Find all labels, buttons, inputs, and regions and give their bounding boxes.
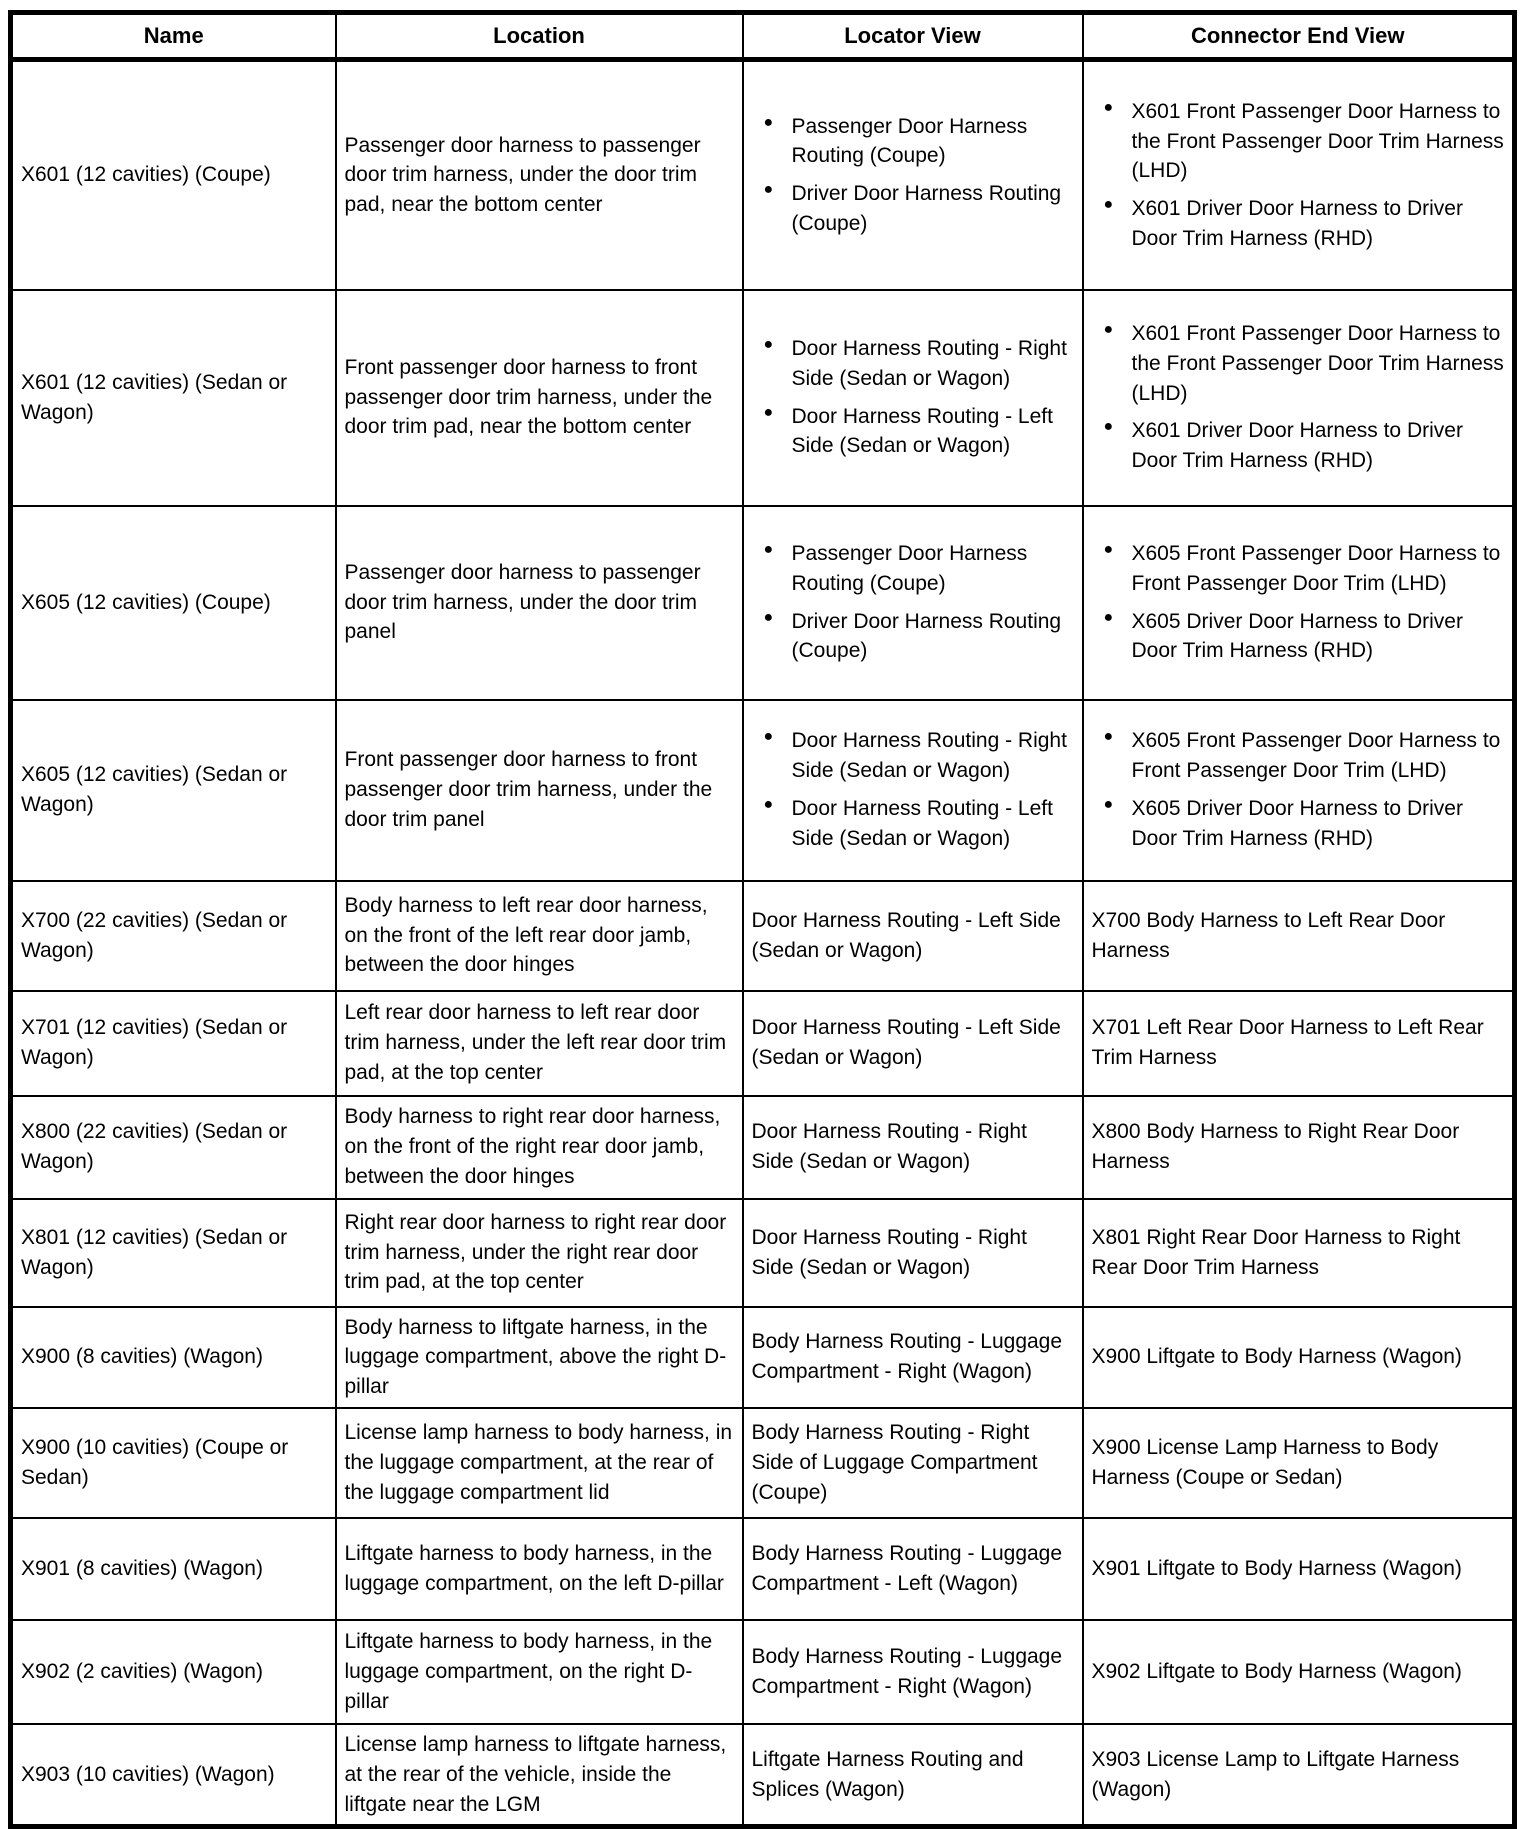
location-cell (336, 1096, 743, 1199)
locator-view-text: Door Harness Routing - Right Side (Sedan or Wagon) (751, 1120, 1027, 1173)
connector-end-view-cell (1083, 1408, 1515, 1518)
connector-end-view-item: ● X601 Driver Door Harness to Driver Door Trim Harness (RHD) (1092, 416, 1505, 476)
column-header-locator-view: Locator View (743, 13, 1083, 60)
table-row (11, 1724, 1515, 1827)
locator-view-cell (743, 60, 1083, 290)
table-row (11, 1307, 1515, 1408)
locator-view-text: Body Harness Routing - Luggage Compartment - Right (Wagon) (751, 1645, 1063, 1698)
connector-end-view-cell (1083, 506, 1515, 700)
name-cell (11, 1408, 336, 1518)
connector-name: X900 (10 cavities) (Coupe or Sedan) (21, 1436, 289, 1489)
connector-end-view-item: ● X605 Front Passenger Door Harness to Front Passenger Door Trim (LHD) (1092, 726, 1505, 786)
connector-location: Body harness to left rear door harness, on the front of the left rear door jamb, between the door hinges (344, 893, 708, 977)
connector-end-view-cell (1083, 881, 1515, 991)
connector-name: X900 (8 cavities) (Wagon) (21, 1345, 263, 1369)
connector-name: X601 (12 cavities) (Coupe) (21, 163, 271, 187)
connector-location: Right rear door harness to right rear door trim harness, under the right rear door trim pad, at the top center (344, 1210, 727, 1294)
locator-view-text: Body Harness Routing - Right Side of Luggage Compartment (Coupe) (751, 1421, 1038, 1504)
table-row (11, 700, 1515, 881)
connector-location: Body harness to right rear door harness, on the front of the right rear door jamb, between the door hinges (344, 1105, 721, 1188)
name-cell (11, 991, 336, 1096)
table-row (11, 1518, 1515, 1620)
locator-view-list (752, 112, 1074, 239)
connector-end-view-cell (1083, 700, 1515, 881)
table-row (11, 1096, 1515, 1199)
location-cell (336, 60, 743, 290)
connector-end-view-item: ● X601 Front Passenger Door Harness to the Front Passenger Door Trim Harness (LHD) (1092, 319, 1505, 408)
connector-end-view-cell (1083, 1199, 1515, 1307)
locator-view-cell (743, 1724, 1083, 1827)
locator-view-item: ● Passenger Door Harness Routing (Coupe) (752, 112, 1074, 172)
table-row (11, 881, 1515, 991)
connector-end-view-text: X903 License Lamp to Liftgate Harness (Wagon) (1091, 1747, 1460, 1801)
locator-view-cell (743, 506, 1083, 700)
connector-end-view-item: ● X605 Driver Door Harness to Driver Door Trim Harness (RHD) (1092, 607, 1505, 667)
name-cell (11, 1199, 336, 1307)
connector-name: X801 (12 cavities) (Sedan or Wagon) (21, 1225, 288, 1279)
connector-table (8, 10, 1517, 1829)
location-cell (336, 1307, 743, 1408)
name-cell (11, 881, 336, 991)
connector-name: X700 (22 cavities) (Sedan or Wagon) (21, 908, 288, 962)
locator-view-cell (743, 290, 1083, 506)
connector-end-view-text: X900 License Lamp Harness to Body Harness (Coupe or Sedan) (1091, 1436, 1439, 1489)
connector-end-view-text: X901 Liftgate to Body Harness (Wagon) (1091, 1557, 1462, 1581)
locator-view-list (752, 334, 1074, 461)
table-row (11, 1199, 1515, 1307)
location-cell (336, 290, 743, 506)
locator-view-cell (743, 1408, 1083, 1518)
connector-name: X605 (12 cavities) (Coupe) (21, 590, 271, 614)
locator-view-cell (743, 1199, 1083, 1307)
connector-name: X800 (22 cavities) (Sedan or Wagon) (21, 1120, 288, 1173)
connector-name: X605 (12 cavities) (Sedan or Wagon) (21, 763, 288, 816)
connector-location: Front passenger door harness to front passenger door trim harness, under the door trim panel (344, 748, 713, 831)
name-cell (11, 60, 336, 290)
connector-end-view-list (1092, 319, 1505, 476)
name-cell (11, 1518, 336, 1620)
connector-location: License lamp harness to liftgate harness, at the rear of the vehicle, inside the liftgate near the LGM (344, 1732, 727, 1816)
locator-view-cell (743, 991, 1083, 1096)
name-cell (11, 290, 336, 506)
name-cell (11, 1620, 336, 1724)
locator-view-text: Door Harness Routing - Right Side (Sedan or Wagon) (751, 1225, 1027, 1279)
connector-end-view-item: ● X605 Driver Door Harness to Driver Door Trim Harness (RHD) (1092, 794, 1505, 854)
table-row (11, 60, 1515, 290)
connector-location: Liftgate harness to body harness, in the luggage compartment, on the left D-pillar (344, 1542, 724, 1595)
location-cell (336, 1408, 743, 1518)
connector-end-view-list (1092, 539, 1505, 666)
connector-end-view-cell (1083, 991, 1515, 1096)
locator-view-text: Door Harness Routing - Left Side (Sedan or Wagon) (751, 1016, 1061, 1069)
locator-view-cell (743, 1096, 1083, 1199)
connector-end-view-cell (1083, 1724, 1515, 1827)
connector-name: X601 (12 cavities) (Sedan or Wagon) (21, 370, 288, 424)
name-cell (11, 506, 336, 700)
locator-view-text: Body Harness Routing - Luggage Compartment - Right (Wagon) (751, 1330, 1063, 1384)
connector-location: License lamp harness to body harness, in the luggage compartment, at the rear of the luggage compartment lid (344, 1421, 733, 1504)
connector-name: X701 (12 cavities) (Sedan or Wagon) (21, 1016, 288, 1069)
connector-end-view-cell (1083, 60, 1515, 290)
connector-end-view-cell (1083, 290, 1515, 506)
location-cell (336, 1724, 743, 1827)
table-row (11, 1620, 1515, 1724)
connector-name: X903 (10 cavities) (Wagon) (21, 1762, 275, 1786)
location-cell (336, 506, 743, 700)
connector-end-view-text: X900 Liftgate to Body Harness (Wagon) (1091, 1345, 1462, 1369)
locator-view-text: Body Harness Routing - Luggage Compartment - Left (Wagon) (751, 1542, 1063, 1595)
locator-view-cell (743, 1307, 1083, 1408)
locator-view-list (752, 726, 1074, 853)
name-cell (11, 1307, 336, 1408)
connector-end-view-list (1092, 726, 1505, 853)
locator-view-cell (743, 700, 1083, 881)
connector-name: X902 (2 cavities) (Wagon) (21, 1660, 263, 1684)
connector-end-view-item: ● X601 Driver Door Harness to Driver Door Trim Harness (RHD) (1092, 194, 1505, 254)
location-cell (336, 991, 743, 1096)
connector-location: Liftgate harness to body harness, in the luggage compartment, on the right D-pillar (344, 1630, 713, 1713)
location-cell (336, 1518, 743, 1620)
location-cell (336, 1199, 743, 1307)
connector-end-view-text: X701 Left Rear Door Harness to Left Rear Trim Harness (1091, 1016, 1484, 1069)
locator-view-item: ● Door Harness Routing - Right Side (Sedan or Wagon) (752, 334, 1074, 394)
connector-end-view-cell (1083, 1307, 1515, 1408)
table-row (11, 290, 1515, 506)
connector-name: X901 (8 cavities) (Wagon) (21, 1557, 263, 1581)
location-cell (336, 881, 743, 991)
locator-view-cell (743, 1518, 1083, 1620)
locator-view-text: Door Harness Routing - Left Side (Sedan or Wagon) (751, 908, 1061, 962)
location-cell (336, 1620, 743, 1724)
connector-location: Body harness to liftgate harness, in the luggage compartment, above the right D-pillar (344, 1315, 727, 1399)
connector-end-view-text: X800 Body Harness to Right Rear Door Harness (1091, 1120, 1460, 1173)
location-cell (336, 700, 743, 881)
locator-view-item: ● Driver Door Harness Routing (Coupe) (752, 179, 1074, 239)
locator-view-item: ● Door Harness Routing - Right Side (Sedan or Wagon) (752, 726, 1074, 786)
name-cell (11, 700, 336, 881)
table-row (11, 1408, 1515, 1518)
locator-view-item: ● Door Harness Routing - Left Side (Sedan or Wagon) (752, 794, 1074, 854)
connector-end-view-cell (1083, 1620, 1515, 1724)
locator-view-item: ● Door Harness Routing - Left Side (Sedan or Wagon) (752, 402, 1074, 462)
locator-view-item: ● Passenger Door Harness Routing (Coupe) (752, 539, 1074, 599)
column-header-connector-end-view: Connector End View (1083, 13, 1515, 60)
connector-end-view-cell (1083, 1096, 1515, 1199)
column-header-name: Name (11, 13, 336, 60)
table-row (11, 991, 1515, 1096)
table-header-row (11, 13, 1515, 60)
name-cell (11, 1724, 336, 1827)
connector-end-view-text: X902 Liftgate to Body Harness (Wagon) (1091, 1660, 1462, 1684)
connector-location: Passenger door harness to passenger door trim harness, under the door trim pad, near the bottom center (344, 133, 701, 217)
name-cell (11, 1096, 336, 1199)
connector-location: Passenger door harness to passenger door trim harness, under the door trim panel (344, 560, 701, 644)
locator-view-cell (743, 881, 1083, 991)
connector-end-view-cell (1083, 1518, 1515, 1620)
connector-end-view-text: X801 Right Rear Door Harness to Right Rear Door Trim Harness (1091, 1225, 1461, 1279)
locator-view-text: Liftgate Harness Routing and Splices (Wagon) (751, 1747, 1024, 1801)
connector-end-view-text: X700 Body Harness to Left Rear Door Harness (1091, 908, 1446, 962)
connector-location: Front passenger door harness to front passenger door trim harness, under the door trim pad, near the bottom center (344, 355, 713, 439)
locator-view-cell (743, 1620, 1083, 1724)
locator-view-list (752, 539, 1074, 666)
locator-view-item: ● Driver Door Harness Routing (Coupe) (752, 607, 1074, 667)
connector-end-view-item: ● X605 Front Passenger Door Harness to Front Passenger Door Trim (LHD) (1092, 539, 1505, 599)
table-body (11, 60, 1515, 1827)
column-header-location: Location (336, 13, 743, 60)
connector-end-view-item: ● X601 Front Passenger Door Harness to the Front Passenger Door Trim Harness (LHD) (1092, 97, 1505, 186)
connector-location: Left rear door harness to left rear door trim harness, under the left rear door trim pad, at the top center (344, 1001, 727, 1084)
connector-end-view-list (1092, 97, 1505, 254)
table-row (11, 506, 1515, 700)
